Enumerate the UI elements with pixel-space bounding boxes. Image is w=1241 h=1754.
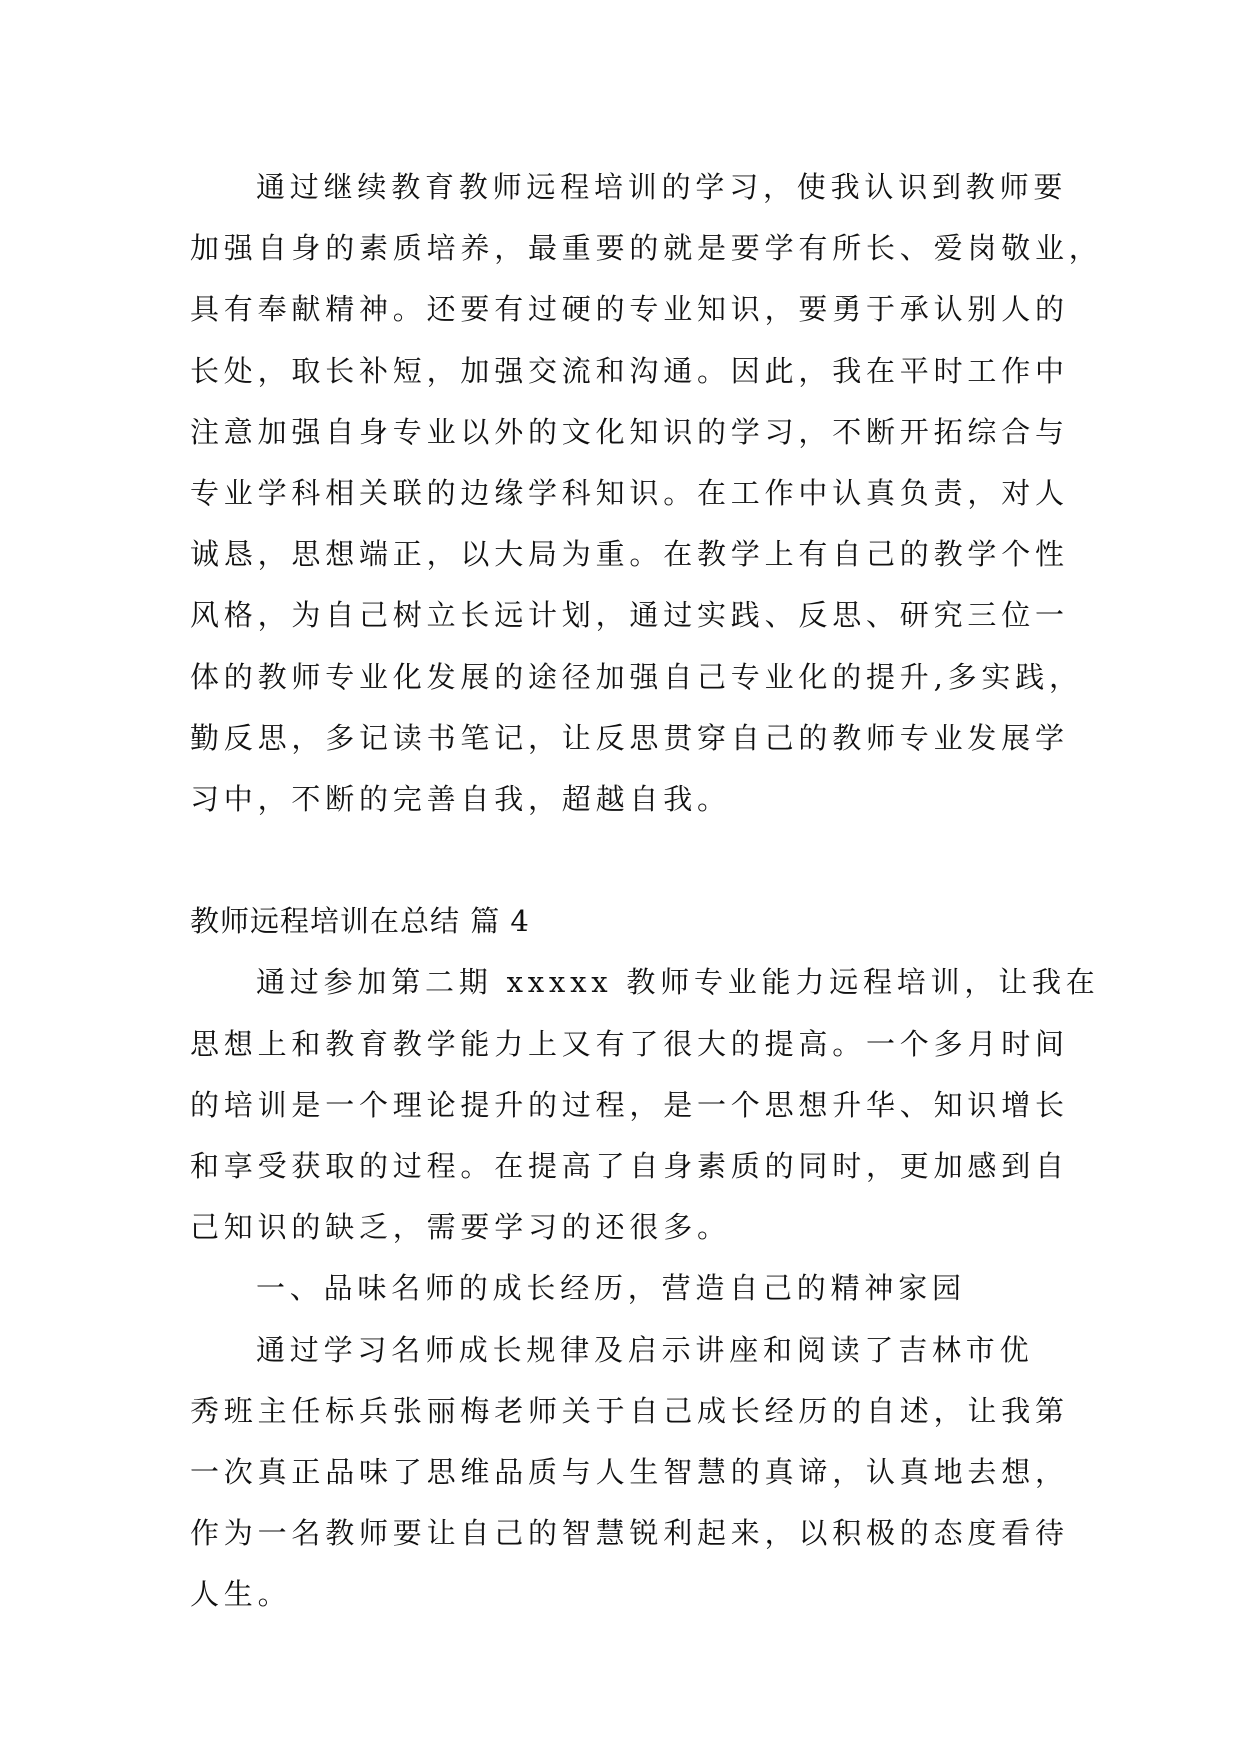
paragraph-line: 和享受获取的过程。在提高了自身素质的同时，更加感到自 — [190, 1149, 1069, 1184]
paragraph-line: 专业学科相关联的边缘学科知识。在工作中认真负责，对人 — [190, 476, 1069, 511]
section-heading: 教师远程培训在总结 篇 4 — [190, 904, 530, 939]
paragraph-line: 一次真正品味了思维品质与人生智慧的真谛，认真地去想， — [190, 1455, 1069, 1490]
paragraph-line: 的培训是一个理论提升的过程，是一个思想升华、知识增长 — [190, 1087, 1069, 1122]
paragraph-line: 习中，不断的完善自我，超越自我。 — [190, 782, 731, 817]
paragraph-line: 勤反思，多记读书笔记，让反思贯穿自己的教师专业发展学 — [190, 720, 1069, 755]
paragraph-line: 秀班主任标兵张丽梅老师关于自己成长经历的自述，让我第 — [190, 1393, 1069, 1428]
subsection-title: 一、品味名师的成长经历，营造自己的精神家园 — [256, 1271, 966, 1306]
paragraph-line: 风格，为自己树立长远计划，通过实践、反思、研究三位一 — [190, 598, 1069, 633]
paragraph-line: 诚恳，思想端正，以大局为重。在教学上有自己的教学个性 — [190, 537, 1069, 572]
paragraph-line: 长处，取长补短，加强交流和沟通。因此，我在平时工作中 — [190, 353, 1069, 388]
paragraph-line: 通过继续教育教师远程培训的学习，使我认识到教师要 — [256, 170, 1068, 204]
paragraph-line: 思想上和教育教学能力上又有了很大的提高。一个多月时间 — [190, 1026, 1069, 1061]
paragraph-line: 通过学习名师成长规律及启示讲座和阅读了吉林市优 — [256, 1332, 1034, 1367]
paragraph-line: 具有奉献精神。还要有过硬的专业知识，要勇于承认别人的 — [190, 292, 1069, 327]
paragraph-1 — [190, 157, 1103, 830]
paragraph-3 — [190, 1320, 1069, 1626]
paragraph-2 — [190, 952, 1100, 1258]
paragraph-line: 加强自身的素质培养，最重要的就是要学有所长、爱岗敬业， — [190, 231, 1103, 266]
paragraph-line: 作为一名教师要让自己的智慧锐利起来，以积极的态度看待 — [190, 1516, 1069, 1551]
paragraph-line: 注意加强自身专业以外的文化知识的学习，不断开拓综合与 — [190, 414, 1069, 449]
document-body — [190, 157, 1103, 1626]
paragraph-spacer — [190, 830, 1045, 891]
paragraph-line: 己知识的缺乏，需要学习的还很多。 — [190, 1210, 731, 1245]
paragraph-line: 通过参加第二期 xxxxx 教师专业能力远程培训，让我在 — [256, 965, 1100, 1000]
paragraph-line: 体的教师专业化发展的途径加强自己专业化的提升,多实践， — [190, 659, 1083, 694]
paragraph-line: 人生。 — [190, 1577, 292, 1612]
